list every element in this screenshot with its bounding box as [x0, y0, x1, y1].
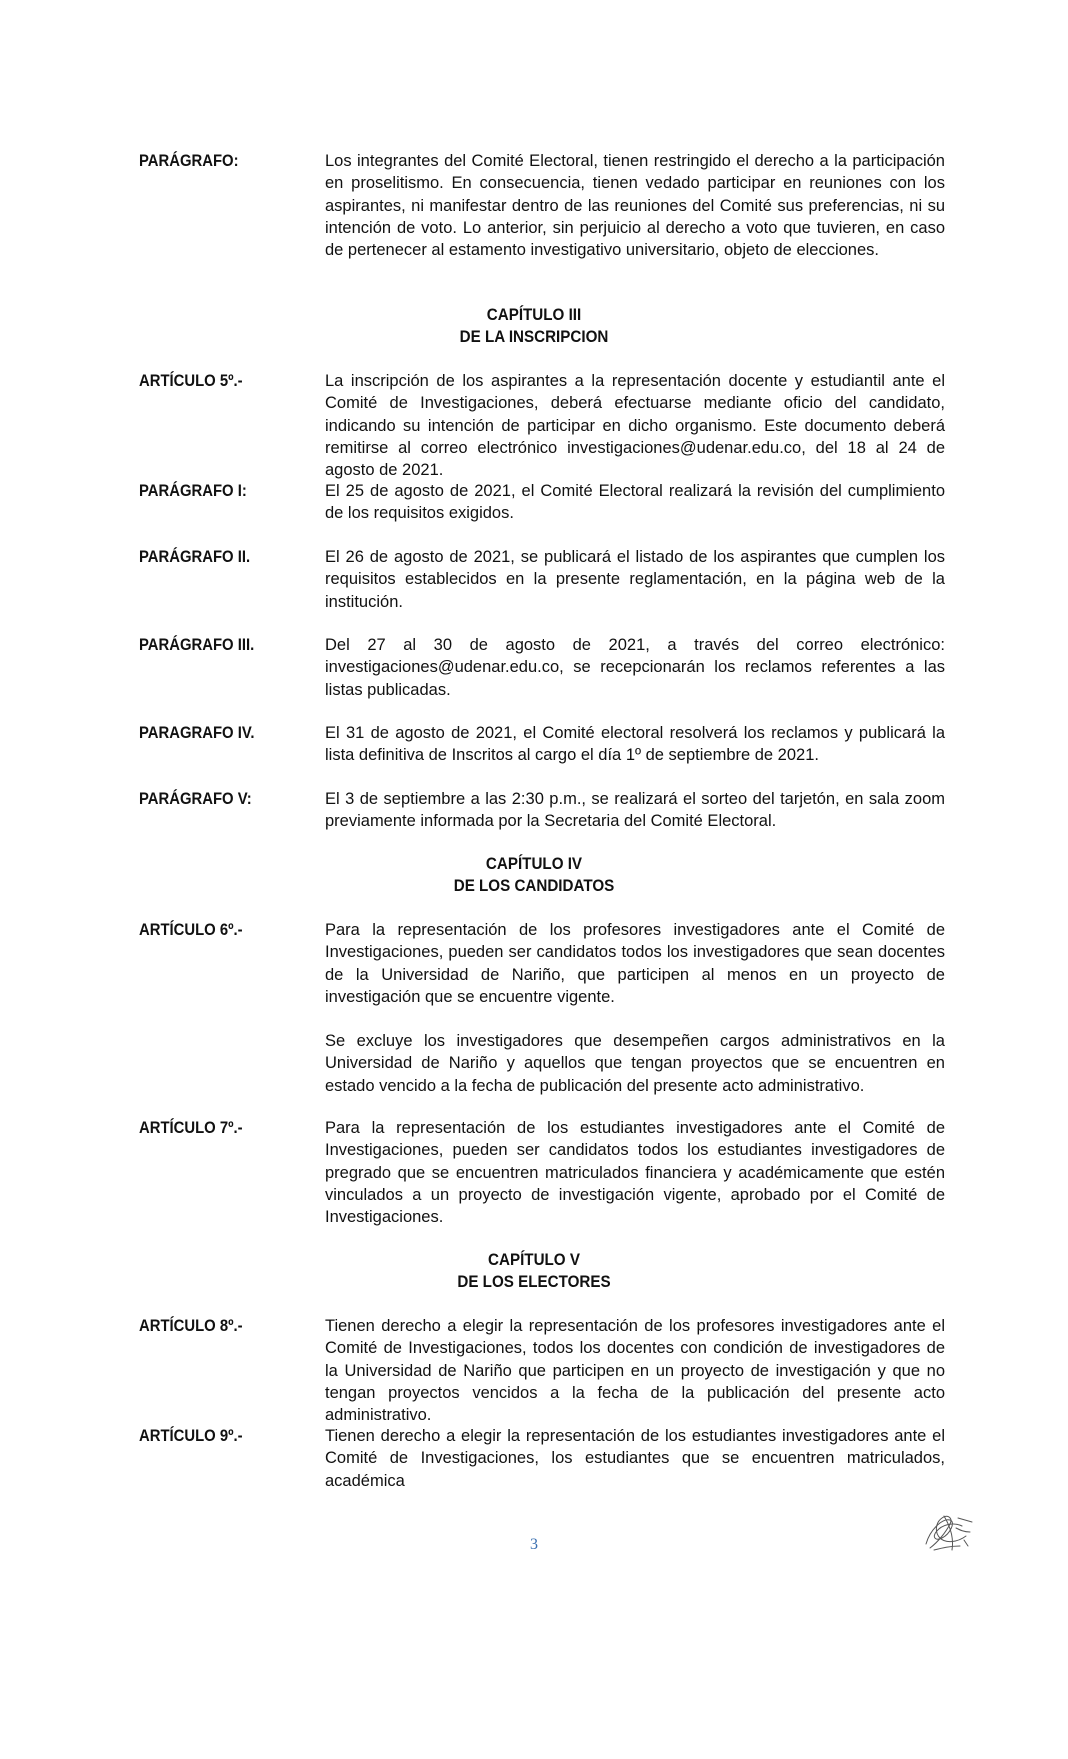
section-text — [325, 634, 945, 701]
section-label: ARTÍCULO 7º.- — [139, 1119, 243, 1137]
section-label: PARÁGRAFO III. — [139, 636, 255, 654]
paragraph: El 26 de agosto de 2021, se publicará el listado de los aspirantes que cumplen los requisitos establecidos en la presente reglamentación, en la página web de la institución. — [325, 548, 945, 611]
paragraph: El 31 de agosto de 2021, el Comité electoral resolverá los reclamos y publicará la lista definitiva de Inscritos al cargo el día 1º de septiembre de 2021. — [325, 724, 945, 765]
chapter-number: CAPÍTULO III — [486, 306, 582, 324]
section-label: PARÁGRAFO II. — [139, 548, 251, 566]
section-text — [325, 919, 945, 1097]
section-label: ARTÍCULO 8º.- — [139, 1317, 243, 1335]
paragraph: Tienen derecho a elegir la representación de los estudiantes investigadores ante el Comité de Investigaciones, los estudiantes que se encuentren matriculados, académica — [325, 1427, 945, 1490]
paragraph: Para la representación de los estudiantes investigadores ante el Comité de Investigaciones, pueden ser candidatos todos los estudiantes investigadores de pregrado que se encuentren matriculados financiera y académicamente que estén vinculados a un proyecto de investigación vigente, aprobado por el Comité de Investigaciones. — [325, 1119, 945, 1227]
section-label: ARTÍCULO 6º.- — [139, 921, 243, 939]
section-text — [325, 546, 945, 613]
section-text — [325, 788, 945, 833]
section-text — [325, 1425, 945, 1492]
section-text — [325, 722, 945, 767]
section-label: PARÁGRAFO I: — [139, 482, 247, 500]
chapter-title: DE LOS ELECTORES — [457, 1273, 611, 1292]
section-text — [325, 1315, 945, 1426]
paragraph: Del 27 al 30 de agosto de 2021, a través del correo electrónico: investigaciones@udenar.edu.co, se recepcionarán los reclamos referentes a las listas publicadas. — [325, 636, 945, 699]
chapter-number: CAPÍTULO V — [488, 1251, 580, 1269]
chapter-heading — [0, 304, 1068, 349]
chapter-heading — [0, 1249, 1068, 1294]
paragraph: Tienen derecho a elegir la representación de los profesores investigadores ante el Comité de Investigaciones, todos los docentes con condición de investigadores de la Universidad de Nariño que participen en un proyecto de investigación y que no tengan proyectos vencidos a la fecha de la publicación del presente acto administrativo. — [325, 1317, 945, 1425]
section-text — [325, 370, 945, 481]
paragraph: El 25 de agosto de 2021, el Comité Electoral realizará la revisión del cumplimiento de los requisitos exigidos. — [325, 482, 945, 523]
section-label: PARÁGRAFO V: — [139, 790, 252, 808]
section-label: PARAGRAFO IV. — [139, 724, 255, 742]
paragraph: Los integrantes del Comité Electoral, tienen restringido el derecho a la participación en proselitismo. En consecuencia, tienen vedado participar en reuniones con los aspirantes, ni manifestar dentro de las reuniones del Comité sus preferencias, ni su intención de voto. Lo anterior, sin perjuicio al derecho a voto que tuvieren, en caso de pertenecer al estamento investigativo universitario, objeto de elecciones. — [325, 152, 945, 260]
section-label: PARÁGRAFO: — [139, 152, 239, 170]
chapter-title: DE LA INSCRIPCION — [459, 328, 609, 347]
paragraph: Para la representación de los profesores investigadores ante el Comité de Investigaciones, pueden ser candidatos todos los investigadores que sean docentes de la Universidad de Nariño, que participen al menos en un proyecto de investigación que se encuentre vigente. — [325, 921, 945, 1006]
section-label: ARTÍCULO 5º.- — [139, 372, 243, 390]
paragraph: La inscripción de los aspirantes a la representación docente y estudiantil ante el Comité de Investigaciones, deberá efectuarse mediante oficio del candidato, indicando su intención de participar en dicho organismo. Este documento deberá remitirse al correo electrónico investigaciones@udenar.edu.co, del 18 al 24 de agosto de 2021. — [325, 372, 945, 480]
section-text — [325, 1117, 945, 1228]
page-number: 3 — [530, 1536, 538, 1553]
section-label: ARTÍCULO 9º.- — [139, 1427, 243, 1445]
signature-icon — [920, 1508, 976, 1554]
paragraph: El 3 de septiembre a las 2:30 p.m., se realizará el sorteo del tarjetón, en sala zoom previamente informada por la Secretaria del Comité Electoral. — [325, 790, 945, 831]
chapter-number: CAPÍTULO IV — [485, 855, 583, 873]
chapter-title: DE LOS CANDIDATOS — [453, 877, 615, 896]
section-text — [325, 150, 945, 261]
chapter-heading — [0, 853, 1068, 898]
section-text — [325, 480, 945, 525]
paragraph: Se excluye los investigadores que desempeñen cargos administrativos en la Universidad de Nariño y aquellos que tengan proyectos que se encuentren en estado vencido a la fecha de publicación del presente acto administrativo. — [325, 1032, 945, 1095]
